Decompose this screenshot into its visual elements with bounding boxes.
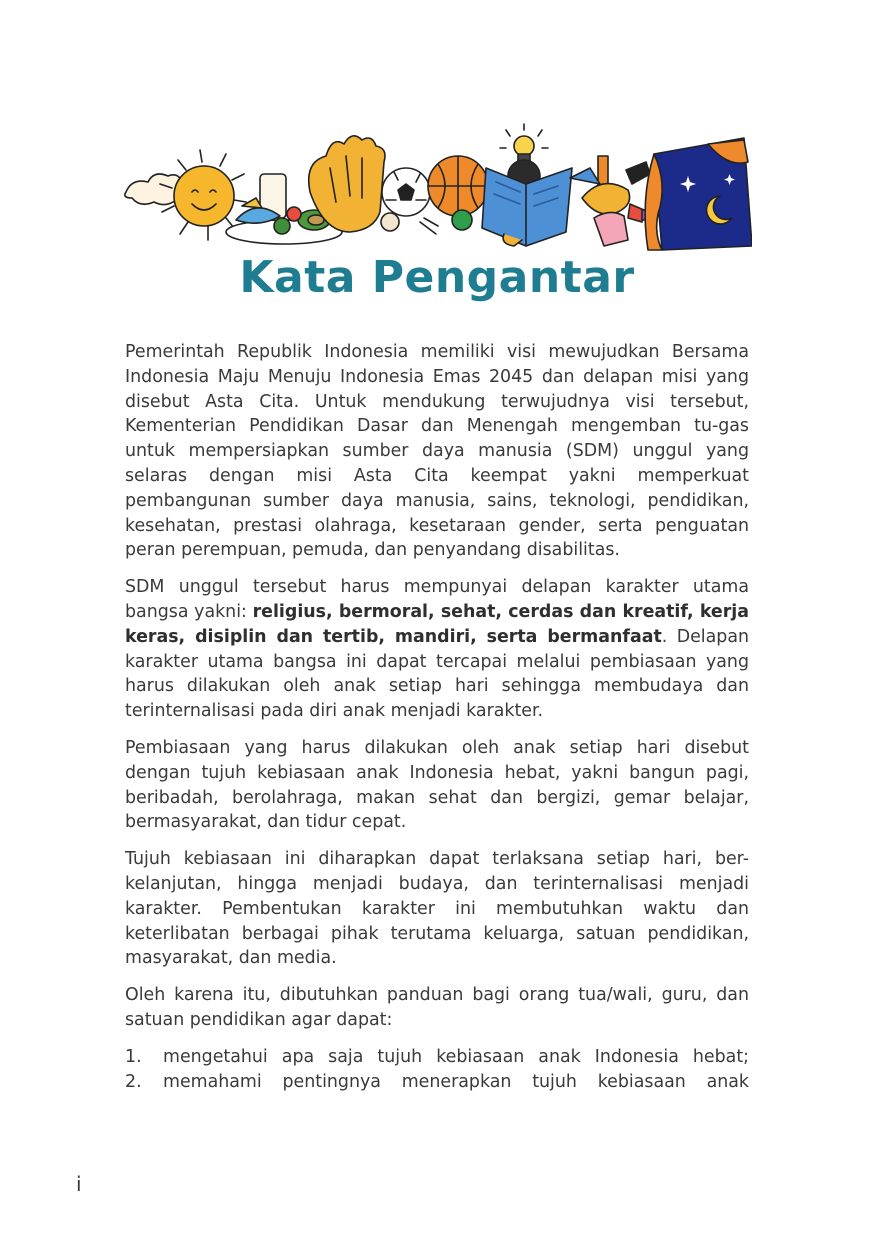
paragraph-vision: Pemerintah Republik Indonesia memiliki visi mewujudkan Bersama Indonesia Maju Menuju Indonesia Emas 2045 dan delapan misi yang disebut Asta Cita. Untuk mendukung terwujudnya visi tersebut, Kementerian Pendidikan Dasar dan Menengah mengemban tu-gas untuk mempersiapkan sumber daya manusia (SDM) unggul yang selaras dengan misi Asta Cita keempat yakni memperkuat pembangunan sumber daya manusia, sains, teknologi, pendidikan, kesehatan, prestasi olahraga, kesetaraan gender, serta penguatan peran perempuan, pemuda, dan penyandang disabilitas.: [125, 342, 749, 561]
lightbulb-icon: [500, 124, 548, 162]
basketball-icon: [428, 156, 488, 230]
night-window-icon: [645, 138, 752, 250]
paragraph-implementation: Tujuh kebiasaan ini diharapkan dapat terlaksana setiap hari, ber-kelanjutan, hingga menjadi budaya, dan terinternalisasi menjadi karakter. Pembentukan karakter ini membutuhkan waktu dan keterlibatan berbagai pihak terutama keluarga, satuan pendidikan, masyarakat, dan media.: [125, 849, 749, 969]
open-book-icon: [482, 160, 572, 246]
header-illustration: [124, 122, 752, 252]
page-title: Kata Pengantar: [239, 252, 635, 303]
paragraph-habits: Pembiasaan yang harus dilakukan oleh anak setiap hari disebut dengan tujuh kebiasaan anak Indonesia hebat, yakni bangun pagi, beribadah, berolahraga, makan sehat dan bergizi, gemar belajar, bermasyarakat, dan tidur cepat.: [125, 737, 749, 833]
paragraph-character: SDM unggul tersebut harus mempunyai delapan karakter utama bangsa yakni: religius, bermoral, sehat, cerdas dan kreatif, kerja keras, disiplin dan tertib, mandiri, serta bermanfaat. Delapan karakter utama bangsa ini dapat tercapai melalui pembiasaan yang harus dilakukan oleh anak setiap hari sehingga membudaya dan terinternalisasi pada diri anak menjadi karakter.: [125, 577, 749, 722]
paragraph-guidance: Oleh karena itu, dibutuhkan panduan bagi orang tua/wali, guru, dan satuan pendidikan agar dapat:: [125, 985, 749, 1030]
foreword-body: [125, 340, 749, 1094]
page-number: i: [76, 1172, 82, 1196]
stacked-hands-icon: [570, 156, 654, 246]
goals-list: [125, 1045, 749, 1095]
list-item: 1. mengetahui apa saja tujuh kebiasaan anak Indonesia hebat;: [125, 1046, 749, 1067]
character-values: religius, bermoral, sehat, cerdas dan kreatif, kerja keras, disiplin dan tertib, mandiri, serta bermanfaat: [125, 601, 749, 647]
list-item: 2. memahami pentingnya menerapkan tujuh kebiasaan anak: [125, 1071, 749, 1092]
